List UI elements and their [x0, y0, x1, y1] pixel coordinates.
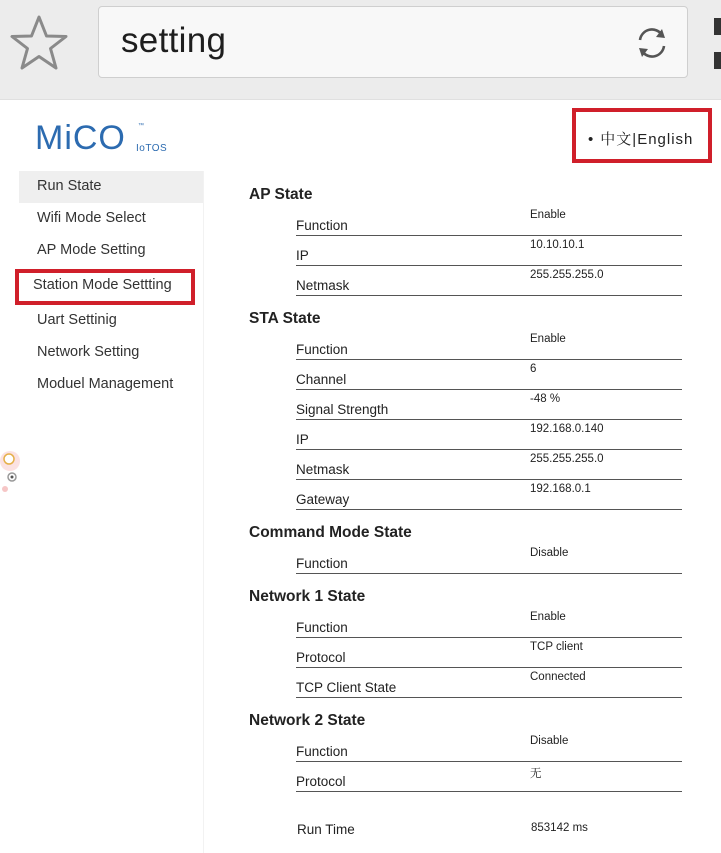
sidebar-item-ap-mode-setting[interactable]: AP Mode Setting [37, 242, 146, 258]
language-switch [588, 128, 693, 149]
table-row [296, 450, 682, 480]
network-2-state-title: Network 2 State [249, 712, 366, 729]
row-key: Channel [296, 360, 530, 390]
row-value: -48 % [530, 390, 682, 420]
edge-icon [714, 18, 721, 35]
address-text[interactable]: setting [121, 21, 227, 60]
row-key: Function [296, 608, 530, 638]
run-time-value: 853142 ms [531, 822, 588, 834]
table-row [296, 762, 682, 792]
row-value: 无 [530, 762, 682, 792]
row-value: 10.10.10.1 [530, 236, 682, 266]
table-row [296, 480, 682, 510]
browser-toolbar [0, 0, 721, 100]
row-key: IP [296, 236, 530, 266]
address-bar[interactable] [98, 6, 688, 78]
ap-state-table [296, 206, 682, 296]
table-row [296, 330, 682, 360]
floating-assistant-icon[interactable] [0, 441, 24, 497]
row-value: 255.255.255.0 [530, 266, 682, 296]
row-value: TCP client [530, 638, 682, 668]
row-value: 192.168.0.140 [530, 420, 682, 450]
row-key: Signal Strength [296, 390, 530, 420]
row-value: Enable [530, 206, 682, 236]
mico-logo [35, 119, 168, 160]
table-row [296, 420, 682, 450]
language-highlight-box [572, 108, 712, 163]
bookmark-star-icon[interactable] [7, 13, 71, 75]
row-value: Connected [530, 668, 682, 698]
row-key: Function [296, 544, 530, 574]
language-separator: | [632, 131, 638, 148]
row-key: Netmask [296, 450, 530, 480]
row-key: Gateway [296, 480, 530, 510]
row-value: Disable [530, 544, 682, 574]
run-time-label: Run Time [297, 822, 355, 837]
table-row [296, 266, 682, 296]
network-1-state-title: Network 1 State [249, 588, 366, 605]
sidebar-nav [19, 171, 203, 401]
row-value: Enable [530, 608, 682, 638]
sidebar-item-run-state[interactable]: Run State [19, 171, 203, 203]
sidebar-item-module-management[interactable]: Moduel Management [37, 376, 174, 392]
sidebar-item-uart-setting[interactable]: Uart Settinig [37, 312, 117, 328]
table-row [296, 732, 682, 762]
run-state-content [249, 184, 689, 792]
network-1-state-table [296, 608, 682, 698]
row-key: Netmask [296, 266, 530, 296]
table-row [296, 544, 682, 574]
table-row [296, 638, 682, 668]
sidebar-item-wifi-mode-select[interactable]: Wifi Mode Select [37, 210, 146, 226]
run-time-row [297, 822, 683, 837]
row-value: 192.168.0.1 [530, 480, 682, 510]
table-row [296, 360, 682, 390]
row-key: Protocol [296, 638, 530, 668]
row-value: Enable [530, 330, 682, 360]
sidebar-item-network-setting[interactable]: Network Setting [37, 344, 140, 360]
row-key: TCP Client State [296, 668, 530, 698]
logo-subtext: IoTOS [136, 143, 168, 154]
command-mode-state-table [296, 544, 682, 574]
edge-icon [714, 52, 721, 69]
row-key: Function [296, 330, 530, 360]
logo-text: MiCO [35, 119, 126, 157]
logo-trademark: ™ [138, 123, 144, 129]
row-key: Function [296, 732, 530, 762]
row-value: Disable [530, 732, 682, 762]
language-chinese-link[interactable]: 中文 [600, 131, 633, 148]
bullet: • [588, 131, 595, 148]
table-row [296, 668, 682, 698]
table-row [296, 236, 682, 266]
row-value: 6 [530, 360, 682, 390]
sidebar-divider [203, 171, 204, 853]
table-row [296, 390, 682, 420]
language-english-link[interactable]: English [637, 131, 694, 148]
sidebar-item-station-mode-setting[interactable]: Station Mode Settting [15, 269, 195, 305]
sta-state-table [296, 330, 682, 510]
table-row [296, 608, 682, 638]
reload-icon[interactable] [633, 24, 671, 62]
row-key: IP [296, 420, 530, 450]
row-key: Function [296, 206, 530, 236]
command-mode-state-title: Command Mode State [249, 524, 412, 541]
network-2-state-table [296, 732, 682, 792]
row-value: 255.255.255.0 [530, 450, 682, 480]
sta-state-title: STA State [249, 310, 321, 327]
ap-state-title: AP State [249, 186, 313, 203]
table-row [296, 206, 682, 236]
row-key: Protocol [296, 762, 530, 792]
